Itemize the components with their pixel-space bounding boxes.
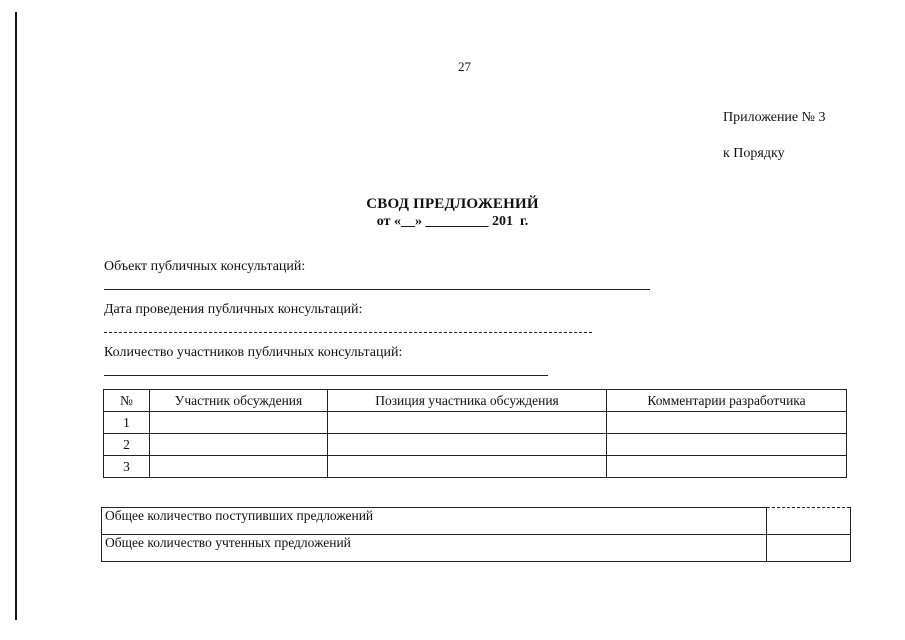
comments-cell[interactable] bbox=[607, 412, 847, 434]
page-number: 27 bbox=[458, 59, 471, 74]
row-number-cell: 3 bbox=[104, 456, 150, 478]
participant-cell[interactable] bbox=[150, 412, 328, 434]
participant-cell[interactable] bbox=[150, 434, 328, 456]
totals-table bbox=[101, 507, 851, 562]
position-cell[interactable] bbox=[328, 434, 607, 456]
column-header-comments: Комментарии разработчика bbox=[607, 390, 847, 412]
date-field-label: Дата проведения публичных консультаций: bbox=[104, 302, 363, 317]
proposals-header-row bbox=[104, 390, 847, 412]
participants-field-line[interactable] bbox=[104, 375, 548, 376]
accepted-proposals-value[interactable] bbox=[767, 535, 851, 562]
column-header-position: Позиция участника обсуждения bbox=[328, 390, 607, 412]
table-row bbox=[104, 434, 847, 456]
row-number-cell: 1 bbox=[104, 412, 150, 434]
appendix-title: Приложение № 3 bbox=[723, 110, 826, 125]
scan-border-line bbox=[15, 12, 17, 620]
comments-cell[interactable] bbox=[607, 456, 847, 478]
date-field-line[interactable] bbox=[104, 332, 592, 333]
column-header-number: № bbox=[104, 390, 150, 412]
column-header-participant: Участник обсуждения bbox=[150, 390, 328, 412]
totals-row-accepted bbox=[102, 535, 851, 562]
table-row bbox=[104, 412, 847, 434]
appendix-reference: к Порядку bbox=[723, 146, 785, 161]
participant-cell[interactable] bbox=[150, 456, 328, 478]
accepted-proposals-label: Общее количество учтенных предложений bbox=[102, 535, 767, 562]
object-field-line[interactable] bbox=[104, 289, 650, 290]
comments-cell[interactable] bbox=[607, 434, 847, 456]
row-number-cell: 2 bbox=[104, 434, 150, 456]
proposals-table bbox=[103, 389, 847, 478]
object-field-label: Объект публичных консультаций: bbox=[104, 259, 306, 274]
totals-row-received bbox=[102, 508, 851, 535]
document-title: СВОД ПРЕДЛОЖЕНИЙ bbox=[366, 196, 539, 212]
document-date-line: от «__» _________ 201 г. bbox=[376, 214, 529, 229]
position-cell[interactable] bbox=[328, 456, 607, 478]
received-proposals-label: Общее количество поступивших предложений bbox=[102, 508, 767, 535]
participants-field-label: Количество участников публичных консультаций: bbox=[104, 345, 403, 360]
position-cell[interactable] bbox=[328, 412, 607, 434]
table-row bbox=[104, 456, 847, 478]
received-proposals-value[interactable] bbox=[767, 508, 851, 535]
